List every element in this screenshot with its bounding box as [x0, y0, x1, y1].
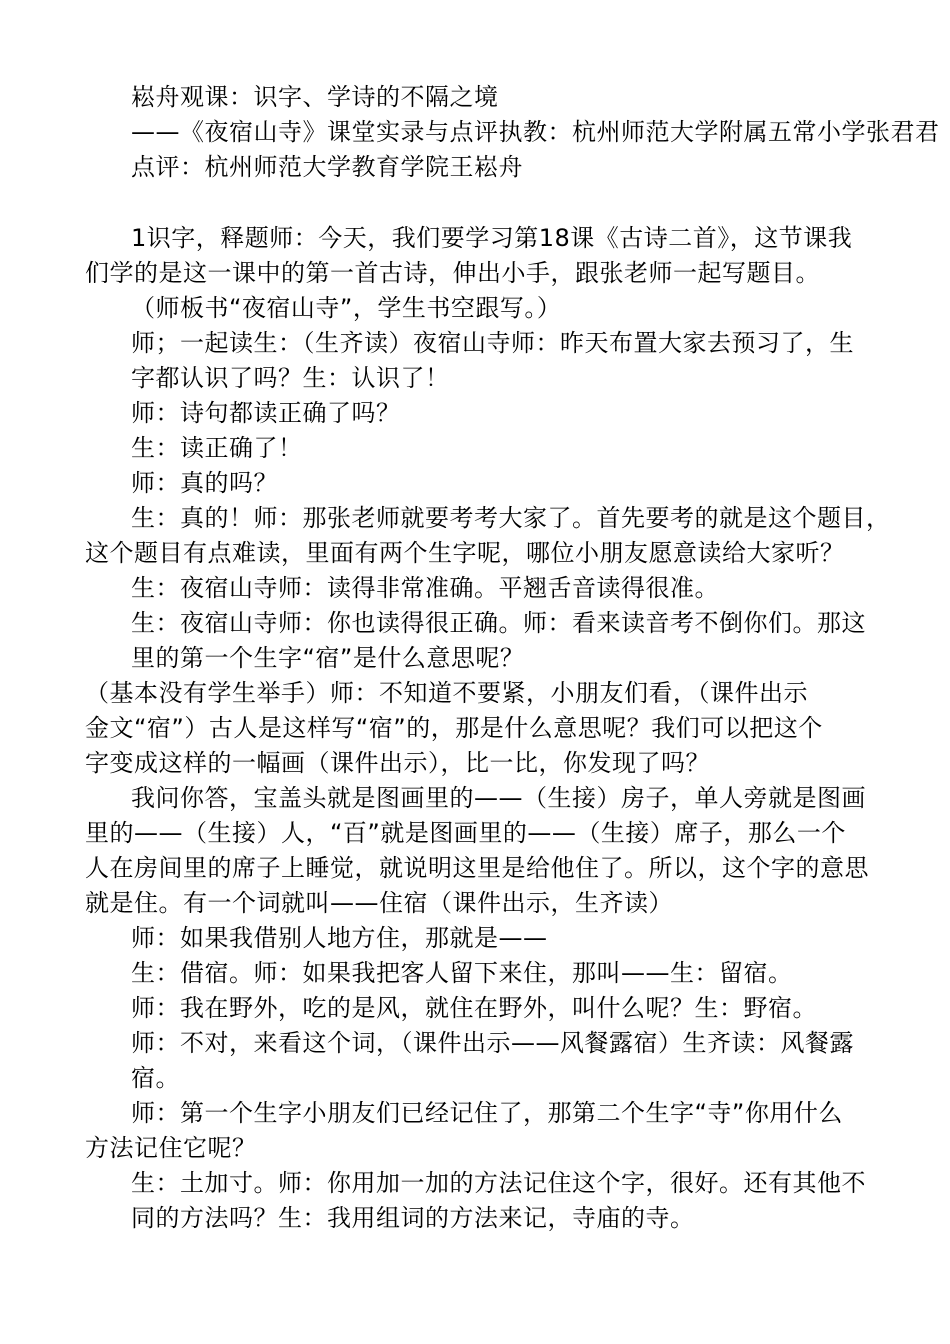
paragraph-line: 宿。	[131, 1064, 180, 1092]
commentator-line: 点评：杭州师范大学教育学院王崧舟	[131, 153, 523, 181]
paragraph-line: 师：诗句都读正确了吗？	[131, 399, 401, 427]
paragraph-line: 师：真的吗？	[131, 469, 278, 497]
paragraph-line: 里的——（生接）人，“百”就是图画里的——（生接）席子，那么一个	[85, 819, 846, 847]
paragraph-line: 同的方法吗？生：我用组词的方法来记，寺庙的寺。	[131, 1204, 695, 1232]
paragraph-line: 里的第一个生字“宿”是什么意思呢？	[131, 644, 525, 672]
paragraph-line: 就是住。有一个词就叫——住宿（课件出示，生齐读）	[85, 889, 673, 917]
paragraph-line: 师；一起读生：（生齐读）夜宿山寺师：昨天布置大家去预习了，生	[131, 329, 854, 357]
paragraph-line: 金文“宿”）古人是这样写“宿”的，那是什么意思呢？我们可以把这个	[85, 714, 823, 742]
paragraph-line: 生：夜宿山寺师：读得非常准确。平翘舌音读得很准。	[131, 574, 719, 602]
paragraph-line: 我问你答，宝盖头就是图画里的——（生接）房子，单人旁就是图画	[131, 784, 866, 812]
paragraph-line: 生：读正确了！	[131, 434, 303, 462]
paragraph-line: 人在房间里的席子上睡觉，就说明这里是给他住了。所以，这个字的意思	[85, 854, 869, 882]
paragraph-line: 方法记住它呢？	[85, 1134, 257, 1162]
paragraph-line: 生：夜宿山寺师：你也读得很正确。师：看来读音考不倒你们。那这	[131, 609, 866, 637]
paragraph-line: （基本没有学生举手）师：不知道不要紧，小朋友们看，（课件出示	[85, 679, 808, 707]
paragraph-line: 师：我在野外，吃的是风，就住在野外，叫什么呢？生：野宿。	[131, 994, 817, 1022]
paragraph-line: 们学的是这一课中的第一首古诗，伸出小手，跟张老师一起写题目。	[85, 259, 820, 287]
paragraph-line: （师板书“夜宿山寺”，学生书空跟写。）	[131, 294, 562, 322]
paragraph-line: 师：不对，来看这个词，（课件出示——风餐露宿）生齐读：风餐露	[131, 1029, 854, 1057]
paragraph-line: 生：真的！师：那张老师就要考考大家了。首先要考的就是这个题目，	[131, 504, 891, 532]
paragraph-line: 字变成这样的一幅画（课件出示），比一比，你发现了吗？	[85, 749, 710, 777]
paragraph-line: 师：如果我借别人地方住，那就是——	[131, 924, 548, 952]
paragraph-line: 生：土加寸。师：你用加一加的方法记住这个字，很好。还有其他不	[131, 1169, 866, 1197]
document-subtitle: ——《夜宿山寺》课堂实录与点评执教：杭州师范大学附属五常小学张君君	[131, 118, 940, 146]
paragraph-line: 字都认识了吗？生：认识了！	[131, 364, 450, 392]
paragraph-line: 1识字，释题师：今天，我们要学习第18课《古诗二首》，这节课我	[131, 224, 853, 252]
paragraph-line: 师：第一个生字小朋友们已经记住了，那第二个生字“寺”你用什么	[131, 1099, 843, 1127]
document-title: 崧舟观课：识字、学诗的不隔之境	[131, 83, 499, 111]
paragraph-line: 这个题目有点难读，里面有两个生字呢，哪位小朋友愿意读给大家听？	[85, 539, 845, 567]
paragraph-line: 生：借宿。师：如果我把客人留下来住，那叫——生：留宿。	[131, 959, 793, 987]
